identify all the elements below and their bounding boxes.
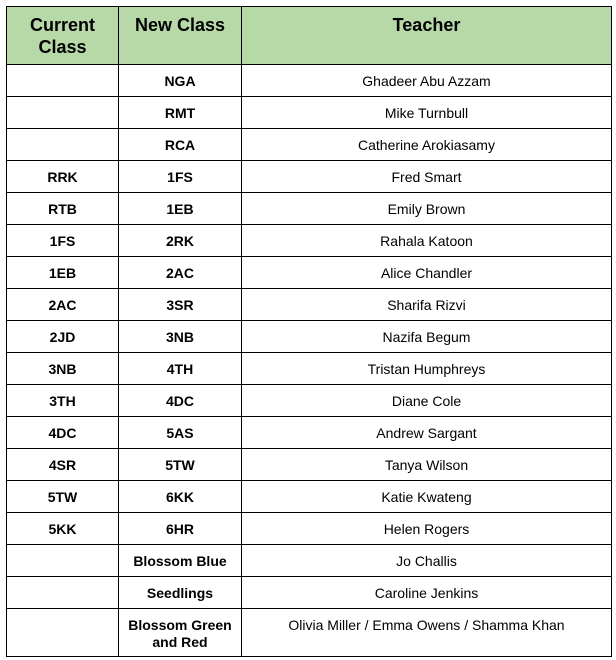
current-class-cell: 5TW <box>7 481 119 513</box>
table-row <box>7 129 612 161</box>
new-class-cell: 4DC <box>119 385 242 417</box>
table-row <box>7 257 612 289</box>
current-class-cell <box>7 609 119 657</box>
table-body <box>7 65 612 657</box>
current-class-cell: 1FS <box>7 225 119 257</box>
current-class-cell: RTB <box>7 193 119 225</box>
current-class-cell <box>7 97 119 129</box>
new-class-cell: Blossom Green and Red <box>119 609 242 657</box>
new-class-cell: Blossom Blue <box>119 545 242 577</box>
teacher-cell: Rahala Katoon <box>242 225 612 257</box>
table-row <box>7 609 612 657</box>
table-row <box>7 449 612 481</box>
current-class-cell: RRK <box>7 161 119 193</box>
current-class-cell: 3TH <box>7 385 119 417</box>
new-class-cell: 6HR <box>119 513 242 545</box>
teacher-cell: Fred Smart <box>242 161 612 193</box>
current-class-cell: 2JD <box>7 321 119 353</box>
new-class-cell: 3NB <box>119 321 242 353</box>
teacher-cell: Caroline Jenkins <box>242 577 612 609</box>
table-row <box>7 385 612 417</box>
teacher-cell: Diane Cole <box>242 385 612 417</box>
header-current-class: Current Class <box>7 7 119 65</box>
table-row <box>7 193 612 225</box>
teacher-cell: Tristan Humphreys <box>242 353 612 385</box>
table-row <box>7 65 612 97</box>
teacher-cell: Alice Chandler <box>242 257 612 289</box>
teacher-cell: Katie Kwateng <box>242 481 612 513</box>
current-class-cell <box>7 577 119 609</box>
table-row <box>7 353 612 385</box>
table-row <box>7 417 612 449</box>
current-class-cell <box>7 129 119 161</box>
teacher-cell: Nazifa Begum <box>242 321 612 353</box>
teacher-cell: Andrew Sargant <box>242 417 612 449</box>
header-row <box>7 7 612 65</box>
current-class-cell: 3NB <box>7 353 119 385</box>
new-class-cell: 6KK <box>119 481 242 513</box>
table-row <box>7 161 612 193</box>
current-class-cell: 4DC <box>7 417 119 449</box>
teacher-cell: Emily Brown <box>242 193 612 225</box>
new-class-cell: 5TW <box>119 449 242 481</box>
table-row <box>7 97 612 129</box>
teacher-cell: Sharifa Rizvi <box>242 289 612 321</box>
new-class-cell: 2RK <box>119 225 242 257</box>
header-new-class: New Class <box>119 7 242 65</box>
teacher-cell: Jo Challis <box>242 545 612 577</box>
table-row <box>7 321 612 353</box>
header-teacher: Teacher <box>242 7 612 65</box>
table-row <box>7 481 612 513</box>
new-class-cell: 3SR <box>119 289 242 321</box>
new-class-cell: 4TH <box>119 353 242 385</box>
table-row <box>7 289 612 321</box>
current-class-cell <box>7 65 119 97</box>
table-row <box>7 545 612 577</box>
teacher-cell: Olivia Miller / Emma Owens / Shamma Khan <box>242 609 612 657</box>
new-class-cell: Seedlings <box>119 577 242 609</box>
new-class-cell: 1EB <box>119 193 242 225</box>
table-row <box>7 225 612 257</box>
teacher-cell: Ghadeer Abu Azzam <box>242 65 612 97</box>
current-class-cell: 2AC <box>7 289 119 321</box>
new-class-cell: RMT <box>119 97 242 129</box>
current-class-cell: 5KK <box>7 513 119 545</box>
table-row <box>7 513 612 545</box>
new-class-cell: 1FS <box>119 161 242 193</box>
teacher-cell: Tanya Wilson <box>242 449 612 481</box>
current-class-cell <box>7 545 119 577</box>
teacher-cell: Helen Rogers <box>242 513 612 545</box>
new-class-cell: 2AC <box>119 257 242 289</box>
teacher-cell: Mike Turnbull <box>242 97 612 129</box>
current-class-cell: 1EB <box>7 257 119 289</box>
new-class-cell: RCA <box>119 129 242 161</box>
new-class-cell: 5AS <box>119 417 242 449</box>
table-row <box>7 577 612 609</box>
table-header <box>7 7 612 65</box>
new-class-cell: NGA <box>119 65 242 97</box>
class-allocation-table <box>6 6 612 657</box>
teacher-cell: Catherine Arokiasamy <box>242 129 612 161</box>
current-class-cell: 4SR <box>7 449 119 481</box>
